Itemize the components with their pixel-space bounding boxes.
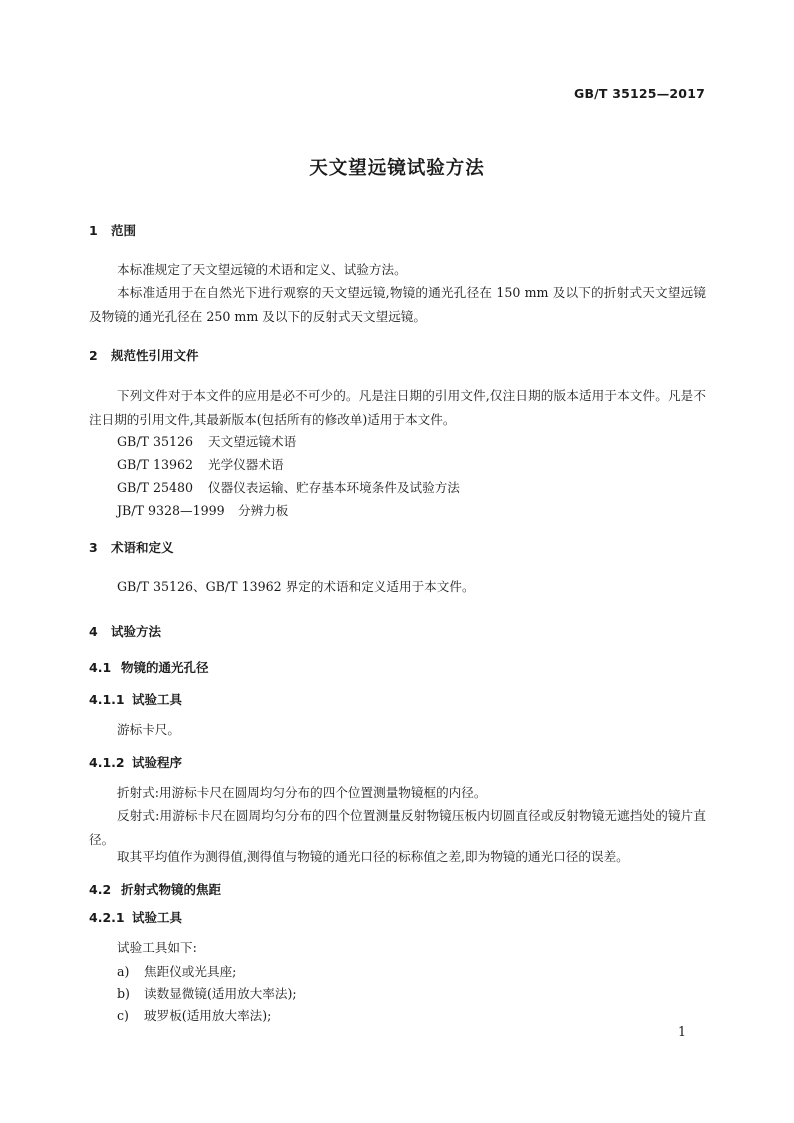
list-item: [117, 983, 297, 1002]
heading-title: 试验工具: [132, 692, 183, 707]
list-item: [117, 1005, 271, 1024]
heading-section-4: [89, 622, 161, 640]
standard-code: GB/T 35125—2017: [573, 86, 705, 101]
heading-number: 4: [89, 624, 98, 639]
list-item: [117, 961, 236, 980]
heading-number: 2: [89, 348, 98, 363]
paragraph: 本标准规定了天文望远镜的术语和定义、试验方法。: [117, 262, 407, 277]
paragraph: GB/T 35126、GB/T 13962 界定的术语和定义适用于本文件。: [117, 579, 475, 594]
paragraph: 游标卡尺。: [117, 722, 180, 737]
paragraph: 试验工具如下:: [117, 940, 197, 955]
paragraph: 取其平均值作为测得值,测得值与物镜的通光口径的标称值之差,即为物镜的通光口径的误差。: [117, 849, 629, 864]
reference-code: GB/T 25480: [117, 480, 194, 495]
heading-title: 折射式物镜的焦距: [121, 882, 222, 897]
list-text: 读数显微镜(适用放大率法);: [144, 986, 297, 1001]
reference-name: 分辨力板: [238, 503, 289, 518]
list-marker: a): [117, 964, 130, 979]
reference-name: 天文望远镜术语: [208, 434, 297, 449]
heading-section-4-1-1: [89, 690, 182, 708]
paragraph: 本标准适用于在自然光下进行观察的天文望远镜,物镜的通光孔径在 150 mm 及以下的折射式天文望远镜及物镜的通光孔径在 250 mm 及以下的反射式天文望远镜。: [89, 285, 706, 324]
document-title: 天文望远镜试验方法: [309, 158, 485, 179]
list-text: 焦距仪或光具座;: [144, 964, 237, 979]
reference-code: GB/T 13962: [117, 457, 194, 472]
heading-number: 3: [89, 540, 98, 555]
heading-title: 试验方法: [111, 624, 162, 639]
reference-name: 光学仪器术语: [208, 457, 284, 472]
heading-number: 4.1.2: [89, 755, 125, 770]
reference-name: 仪器仪表运输、贮存基本环境条件及试验方法: [208, 480, 460, 495]
paragraph: 折射式:用游标卡尺在圆周均匀分布的四个位置测量物镜框的内径。: [117, 785, 487, 800]
heading-title: 术语和定义: [111, 540, 174, 555]
heading-section-4-2-1: [89, 908, 182, 926]
heading-number: 4.1: [89, 660, 112, 675]
paragraph: 反射式:用游标卡尺在圆周均匀分布的四个位置测量反射物镜压板内切圆直径或反射物镜无遮挡处的镜片直径。: [89, 808, 706, 847]
heading-section-4-2: [89, 880, 221, 898]
heading-title: 试验程序: [132, 755, 183, 770]
heading-number: 4.1.1: [89, 692, 125, 707]
heading-number: 4.2.1: [89, 910, 125, 925]
heading-number: 1: [89, 223, 98, 238]
reference-code: JB/T 9328—1999: [117, 503, 225, 518]
heading-section-1: [89, 221, 136, 239]
reference-item: [117, 500, 288, 519]
paragraph: 下列文件对于本文件的应用是必不可少的。凡是注日期的引用文件,仅注日期的版本适用于本文件。凡是不注日期的引用文件,其最新版本(包括所有的修改单)适用于本文件。: [89, 388, 706, 427]
heading-title: 规范性引用文件: [111, 348, 199, 363]
list-marker: b): [117, 986, 130, 1001]
page-number: 1: [677, 1024, 686, 1039]
reference-item: [117, 454, 284, 473]
heading-number: 4.2: [89, 882, 112, 897]
heading-title: 范围: [111, 223, 137, 238]
heading-section-4-1-2: [89, 753, 182, 771]
heading-section-4-1: [89, 658, 209, 676]
list-text: 玻罗板(适用放大率法);: [144, 1008, 272, 1023]
reference-item: [117, 431, 296, 450]
heading-title: 试验工具: [132, 910, 183, 925]
heading-section-3: [89, 538, 174, 556]
heading-title: 物镜的通光孔径: [121, 660, 209, 675]
reference-code: GB/T 35126: [117, 434, 194, 449]
heading-section-2: [89, 346, 199, 364]
reference-item: [117, 477, 460, 496]
list-marker: c): [117, 1008, 129, 1023]
